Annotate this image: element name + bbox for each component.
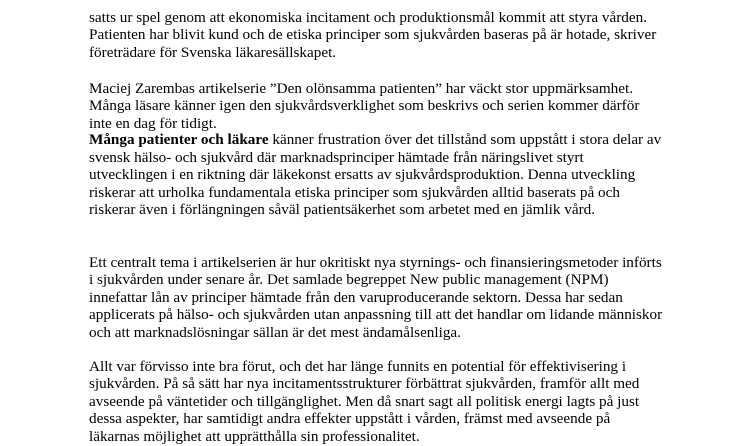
paragraph-text: satts ur spel genom att ekonomiska incitament och produktionsmål kommit att styra vården. Patienten har blivit kund och de etiska principer som sjukvården baseras på är hotade, skriver företrädare för Svenska läkaresällskapet. xyxy=(89,8,657,61)
paragraph-lead: Många patienter och läkare xyxy=(89,131,269,148)
paragraph-text: Ett centralt tema i artikelserien är hur okritiskt nya styrnings- och finansieringsmetoder införts i sjukvården under senare år. Det samlade begreppet New public management (NPM) innefattar lån av principer hämtade från den varuproducerande sektorn. Dessa har sedan applicerats på hälso- och sjukvården utan anpassning till att det handlar om lidande människor och att marknadslösningar sällan är det mest ändamålsenliga. xyxy=(89,253,663,341)
paragraph-efficiency xyxy=(89,340,689,446)
paragraph-text: Maciej Zarembas artikelserie ”Den olönsamma patienten” har väckt stor uppmärksamhet. Många läsare känner igen den sjukvårdsverklighet som beskrivs och serien kommer därför inte en dag för tidigt. xyxy=(89,79,640,132)
paragraph-npm xyxy=(89,236,689,342)
paragraph-intro xyxy=(89,0,689,61)
paragraph-text: känner frustration över det tillstånd som uppstått i stora delar av svensk hälso- och sjukvård där marknadsprinciper hämtade från näringslivet styrt utvecklingen i en riktning där läkekonst ersatts av sjukvårdsproduktion. Denna utveckling riskerar att urholka fundamentala etiska principer som sjukvården alltid baserats på och riskerar även i förlängningen såväl patientsäkerhet som arbetet med en jämlik vård. xyxy=(89,131,662,219)
paragraph-article-series xyxy=(89,62,689,132)
paragraph-frustration xyxy=(89,131,689,219)
paragraph-text: Allt var förvisso inte bra förut, och det har länge funnits en potential för effektivisering i sjukvården. På så sätt har nya incitamentsstrukturer förbättrat sjukvården, framför allt med avseende på väntetider och tillgänglighet. Men då snart sagt all politisk energi lagts på just dessa aspekter, har samtidigt andra effekter uppstått i vården, främst med avseende på läkarnas möjlighet att upprätthålla sin professionalitet. xyxy=(89,357,640,445)
